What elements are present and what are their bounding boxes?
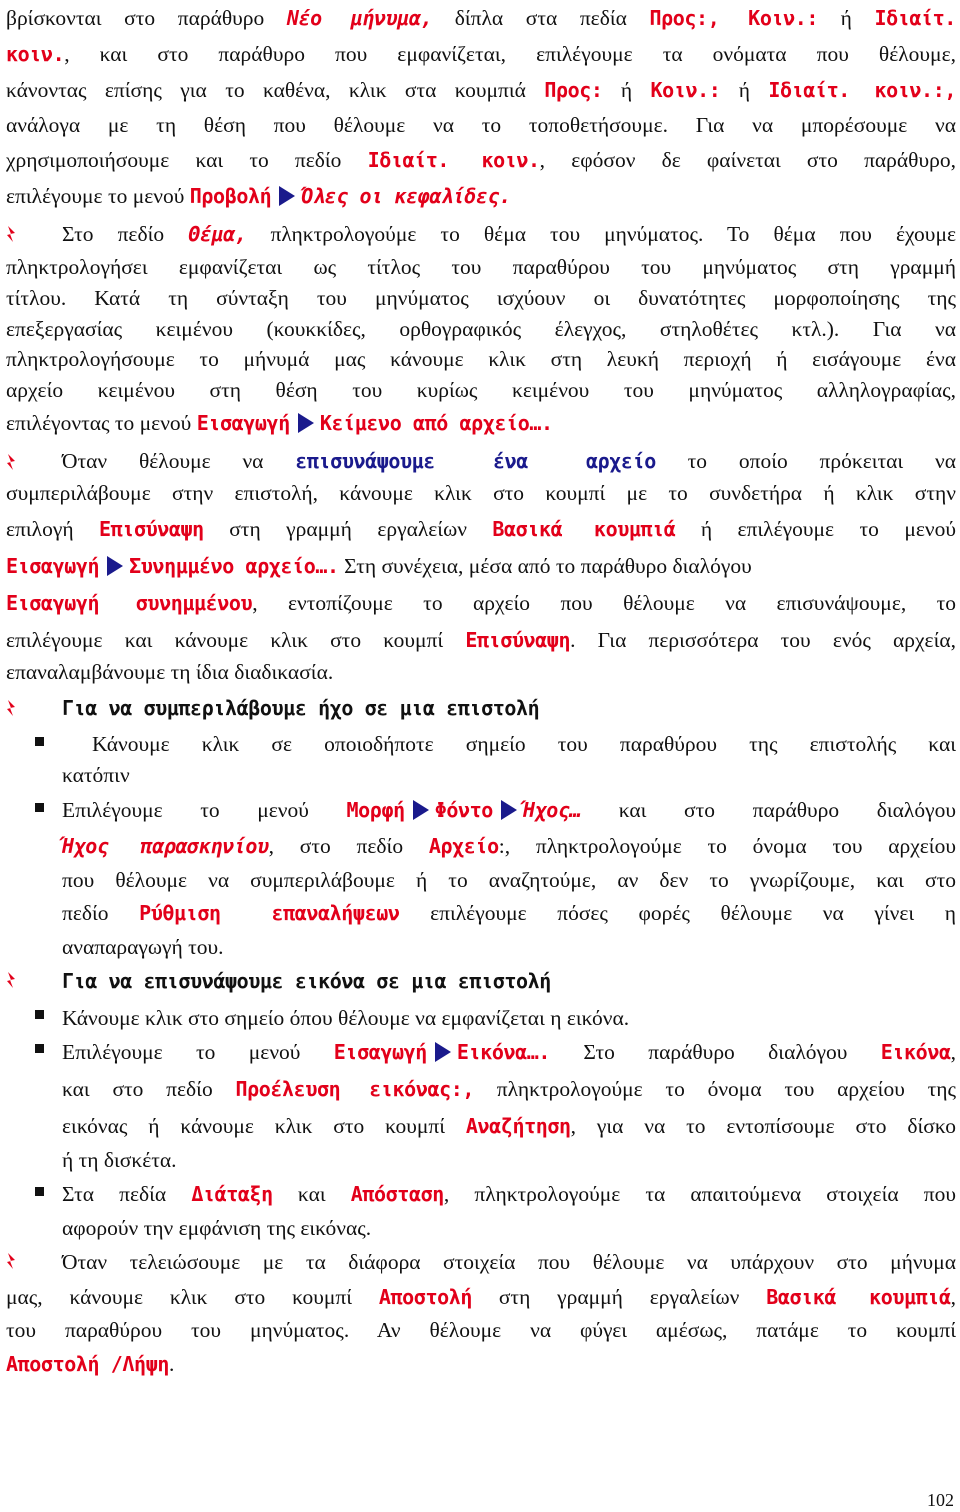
text: επιλογή xyxy=(6,517,100,541)
text: Στη συνέχεια, μέσα από το παράθυρο διαλόγου xyxy=(338,554,752,578)
text-line xyxy=(6,75,956,105)
text: πληκτρολογούμε το θέμα του μηνύματος. Το θέμα που έχουμε xyxy=(246,222,956,246)
text: χρησιμοποιήσουμε και το πεδίο xyxy=(6,148,368,172)
highlight-term: κοιν. xyxy=(6,42,65,66)
paragraph-bullet-icon xyxy=(6,699,16,717)
highlight-term: Εισαγωγή xyxy=(196,411,290,435)
text: Όταν θέλουμε να xyxy=(62,449,296,473)
text: βρίσκονται στο παράθυρο xyxy=(6,6,287,30)
page-number: 102 xyxy=(927,1490,954,1510)
highlight-term: Συνημμένο αρχείο…. xyxy=(129,554,339,578)
text-line: επαναλαμβάνουμε τη ίδια διαδικασία. xyxy=(6,660,334,684)
text: , εφόσον δε φαίνεται στο παράθυρο, xyxy=(539,148,956,172)
square-bullet-icon xyxy=(35,1044,44,1053)
menu-arrow-icon xyxy=(435,1042,451,1062)
highlight-term: Αποστολή /Λήψη xyxy=(6,1352,169,1376)
highlight-term: Φόντο xyxy=(434,798,493,822)
text-line: του παραθύρου του μηνύματος. Αν θέλουμε να φύγει αμέσως, πατάμε το κουμπί xyxy=(6,1318,956,1342)
highlight-term: Εικόνα…. xyxy=(456,1040,551,1064)
text: . xyxy=(168,1352,175,1376)
text: , πληκτρολογούμε τα απαιτούμενα στοιχεία που xyxy=(443,1182,956,1206)
text: και xyxy=(272,1182,351,1206)
text-line xyxy=(6,551,956,581)
text-line xyxy=(6,1282,956,1312)
text: δίπλα στα πεδία xyxy=(432,6,650,30)
highlight-term: Απόσταση xyxy=(350,1182,444,1206)
text: επιλέγουμε πόσες φορές θέλουμε να γίνει η xyxy=(399,901,956,925)
highlight-term: Βασικά κουμπιά xyxy=(492,517,676,541)
text: , εντοπίζουμε το αρχείο που θέλουμε να επισυνάψουμε, το xyxy=(252,591,956,615)
highlight-term: Προς: xyxy=(544,78,603,102)
highlight-term: Αποστολή xyxy=(378,1285,473,1309)
highlight-term: Βασικά κουμπιά xyxy=(766,1285,951,1309)
highlight-term: Εικόνα xyxy=(880,1040,951,1064)
text-line xyxy=(6,514,956,544)
text-line: Όταν τελειώσουμε με τα διάφορα στοιχεία που θέλουμε να υπάρχουν στο μήνυμα xyxy=(62,1250,956,1274)
highlight-term: Ιδιαίτ. κοιν.:, xyxy=(768,78,956,102)
paragraph-bullet-icon xyxy=(6,1252,16,1270)
text: Στο παράθυρο διαλόγου xyxy=(550,1040,881,1064)
text: , για να το εντοπίσουμε στο δίσκο xyxy=(570,1114,957,1138)
menu-arrow-icon xyxy=(413,800,429,820)
text-line: επεξεργασίας κειμένου (κουκκίδες, ορθογραφικός έλεγχος, στηλοθέτες κτλ.). Για να xyxy=(6,317,956,341)
text-line xyxy=(6,3,956,33)
text: πεδίο xyxy=(62,901,140,925)
text-line: αναπαραγωγή του. xyxy=(62,935,224,959)
text: , και στο παράθυρο που εμφανίζεται, επιλέγουμε τα ονόματα που θέλουμε, xyxy=(64,42,956,66)
text: επιλέγοντας το μενού xyxy=(6,411,197,435)
highlight-term: Θέμα, xyxy=(188,222,247,246)
text: στη γραμμή εργαλείων xyxy=(203,517,493,541)
highlight-term: Ήχος παρασκηνίου xyxy=(62,834,269,858)
text-line xyxy=(62,1037,956,1067)
paragraph-bullet-icon xyxy=(6,971,16,989)
text-line: αφορούν την εμφάνιση της εικόνας. xyxy=(62,1216,372,1240)
text: ή xyxy=(818,6,875,30)
text: πληκτρολογούμε το όνομα του αρχείου της xyxy=(474,1077,956,1101)
text-line xyxy=(6,1349,956,1379)
text-line xyxy=(6,145,956,175)
text-line: αρχείο κειμένου στη θέση του κυρίως κειμένου του μηνύματος αλληλογραφίας, xyxy=(6,378,956,402)
highlight-term: Ιδιαίτ. xyxy=(874,6,956,30)
emphasis-term: επισυνάψουμε ένα αρχείο xyxy=(295,449,656,473)
text: Επιλέγουμε το μενού xyxy=(62,798,347,822)
text-line: συμπεριλάβουμε στην επιστολή, κάνουμε κλικ στο κουμπί με το συνδετήρα ή κλικ στην xyxy=(6,481,956,505)
highlight-term: Κείμενο από αρχείο…. xyxy=(319,411,553,435)
text: μας, κάνουμε κλικ στο κουμπί xyxy=(6,1285,379,1309)
highlight-term: Αρχείο xyxy=(428,834,499,858)
highlight-term: Αναζήτηση xyxy=(465,1114,571,1138)
text-line: πληκτρολογήσει εμφανίζεται ως τίτλος του παραθύρου του μηνύματος στη γραμμή xyxy=(6,255,956,279)
text-line xyxy=(6,408,956,438)
highlight-term: Εισαγωγή συνημμένου xyxy=(6,591,253,615)
section-heading xyxy=(62,966,956,996)
text-line xyxy=(62,898,956,928)
highlight-term: Προβολή xyxy=(189,184,272,208)
text-line xyxy=(62,1074,956,1104)
highlight-term: Προέλευση εικόνας:, xyxy=(235,1077,475,1101)
heading-text: Για να συμπεριλάβουμε ήχο σε μια επιστολή xyxy=(62,696,540,720)
text: εικόνας ή κάνουμε κλικ στο κουμπί xyxy=(62,1114,466,1138)
text: ή xyxy=(602,78,651,102)
highlight-term: Επισύναψη xyxy=(99,517,204,541)
text-line xyxy=(62,1179,956,1209)
menu-arrow-icon xyxy=(501,800,517,820)
text: ή xyxy=(720,78,769,102)
square-bullet-icon xyxy=(35,1010,44,1019)
text: και στο πεδίο xyxy=(62,1077,236,1101)
highlight-term: Όλες οι κεφαλίδες. xyxy=(301,184,511,208)
text-line xyxy=(62,729,956,759)
paragraph-bullet-icon xyxy=(6,453,16,471)
text: . Για περισσότερα του ενός αρχεία, xyxy=(570,628,956,652)
menu-arrow-icon xyxy=(107,556,123,576)
highlight-term: Διάταξη xyxy=(191,1182,273,1206)
square-bullet-icon xyxy=(35,737,44,746)
section-heading xyxy=(62,693,956,723)
text-line xyxy=(62,219,956,249)
highlight-term: Ιδιαίτ. κοιν. xyxy=(367,148,540,172)
heading-text: Για να επισυνάψουμε εικόνα σε μια επιστολή xyxy=(62,969,551,993)
text: Στα πεδία xyxy=(62,1182,192,1206)
text-line: που θέλουμε να συμπεριλάβουμε ή το αναζητούμε, αν δεν το γνωρίζουμε, και στο xyxy=(62,868,956,892)
text-line: Κάνουμε κλικ στο σημείο όπου θέλουμε να εμφανίζεται η εικόνα. xyxy=(62,1006,630,1030)
text: επιλέγουμε το μενού xyxy=(6,184,190,208)
text: :, πληκτρολογούμε το όνομα του αρχείου xyxy=(498,834,956,858)
menu-arrow-icon xyxy=(298,413,314,433)
text-line xyxy=(6,181,956,211)
text: επιλέγουμε και κάνουμε κλικ στο κουμπί xyxy=(6,628,466,652)
text-line xyxy=(6,588,956,618)
text: , xyxy=(950,1285,956,1309)
text: και στο παράθυρο διαλόγου xyxy=(581,798,956,822)
highlight-term: Ρύθμιση επαναλήψεων xyxy=(139,901,400,925)
text-line xyxy=(6,625,956,655)
text-line: ανάλογα με τη θέση που θέλουμε να το τοποθετήσουμε. Για να μπορέσουμε να xyxy=(6,113,956,137)
text: ή επιλέγουμε το μενού xyxy=(675,517,956,541)
text-line: τίτλου. Κατά τη σύνταξη του μηνύματος ισχύουν οι δυνατότητες μορφοποίησης της xyxy=(6,286,956,310)
paragraph-bullet-icon xyxy=(6,225,16,243)
menu-arrow-icon xyxy=(279,186,295,206)
text-line xyxy=(62,795,956,825)
text: το οποίο πρόκειται να xyxy=(655,449,957,473)
square-bullet-icon xyxy=(35,1187,44,1196)
highlight-term: Εισαγωγή xyxy=(6,554,100,578)
highlight-term: Κοιν.: xyxy=(650,78,721,102)
square-bullet-icon xyxy=(35,803,44,812)
text: , στο πεδίο xyxy=(268,834,429,858)
text: Κάνουμε κλικ σε οποιοδήποτε σημείο του παραθύρου της επιστολής και xyxy=(92,732,956,756)
text-line xyxy=(62,831,956,861)
text: στη γραμμή εργαλείων xyxy=(472,1285,767,1309)
text: Επιλέγουμε το μενού xyxy=(62,1040,334,1064)
text-line: κατόπιν xyxy=(62,763,130,787)
text-line xyxy=(6,39,956,69)
highlight-term: Ήχος… xyxy=(522,798,582,822)
text-line xyxy=(62,446,956,476)
text-line: πληκτρολογήσουμε το μήνυμά μας κάνουμε κλικ στη λευκή περιοχή ή εισάγουμε ένα xyxy=(6,347,956,371)
text: , xyxy=(950,1040,956,1064)
highlight-term: Προς:, Κοιν.: xyxy=(649,6,819,30)
text: κάνοντας επίσης για το καθένα, κλικ στα κουμπιά xyxy=(6,78,545,102)
text: Στο πεδίο xyxy=(62,222,189,246)
highlight-term: Μορφή xyxy=(346,798,405,822)
text-line: ή τη δισκέτα. xyxy=(62,1148,177,1172)
highlight-term: Επισύναψη xyxy=(465,628,571,652)
highlight-term: Νέο μήνυμα, xyxy=(286,6,433,30)
text-line xyxy=(62,1111,956,1141)
highlight-term: Εισαγωγή xyxy=(333,1040,427,1064)
